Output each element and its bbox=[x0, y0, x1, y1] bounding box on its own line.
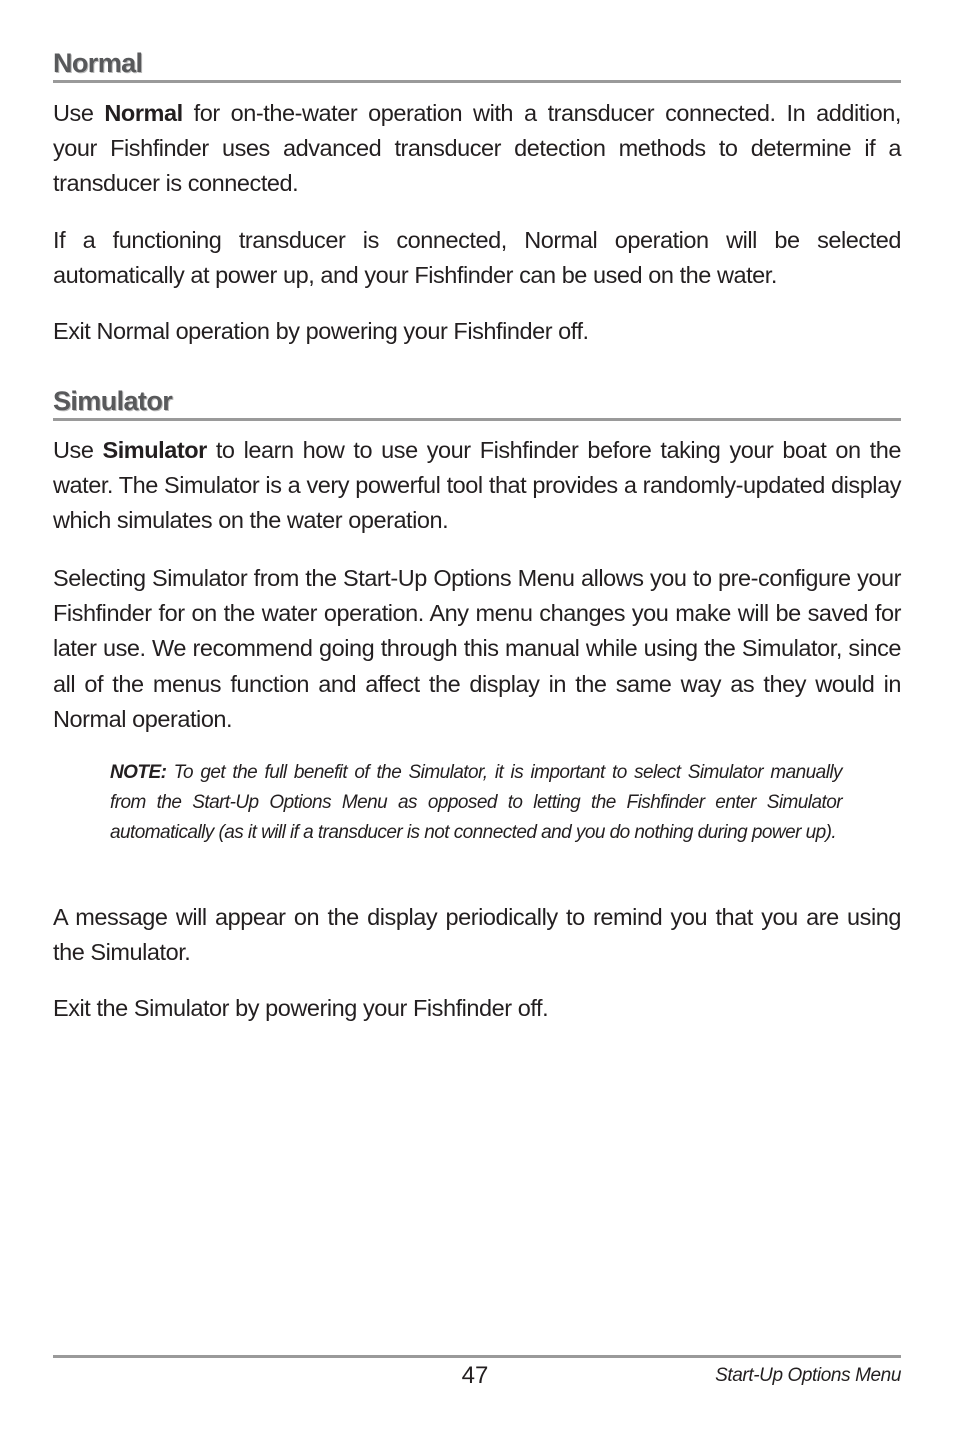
normal-intro-paragraph bbox=[53, 96, 901, 202]
normal-exit-paragraph: Exit Normal operation by powering your Fishfinder off. bbox=[53, 318, 589, 344]
section-heading-simulator: Simulator bbox=[53, 385, 901, 421]
text-run: for on-the-water operation with a transducer connected. In addition, your Fishfinder uses advanced transducer detection methods to determine if a transducer is connected. bbox=[53, 100, 901, 197]
simulator-intro-paragraph bbox=[53, 433, 901, 539]
bold-term: Normal bbox=[104, 100, 183, 126]
note-label: NOTE: bbox=[110, 762, 167, 783]
simulator-note bbox=[110, 758, 842, 848]
simulator-exit-paragraph: Exit the Simulator by powering your Fishfinder off. bbox=[53, 995, 549, 1021]
text-run: Use bbox=[53, 437, 103, 463]
footer-divider bbox=[53, 1355, 901, 1358]
bold-term: Simulator bbox=[102, 437, 207, 463]
text-run: to learn how to use your Fishfinder before taking your boat on the water. The Simulator is a very powerful tool that provides a randomly-updated display which simulates on the water operation. bbox=[53, 437, 901, 534]
footer-section-title: Start-Up Options Menu bbox=[715, 1365, 901, 1386]
section-heading-normal: Normal bbox=[53, 47, 901, 83]
simulator-message-paragraph: A message will appear on the display periodically to remind you that you are using the Simulator. bbox=[53, 904, 901, 966]
text-run: Use bbox=[53, 100, 105, 126]
page-number: 47 bbox=[461, 1362, 489, 1389]
normal-auto-select-paragraph: If a functioning transducer is connected, Normal operation will be selected automatically at power up, and your Fishfinder can be used on the water. bbox=[53, 227, 901, 289]
simulator-preconfigure-paragraph: Selecting Simulator from the Start-Up Options Menu allows you to pre-configure your Fishfinder for on the water operation. Any menu changes you make will be saved for later use. We recommend going through this manual while using the Simulator, since all of the menus function and affect the display in the same way as they would in Normal operation. bbox=[53, 565, 901, 732]
note-text: To get the full benefit of the Simulator, it is important to select Simulator manually from the Start-Up Options Menu as opposed to letting the Fishfinder enter Simulator automatically (as it will if a transducer is not connected and you do nothing during power up). bbox=[110, 762, 842, 843]
